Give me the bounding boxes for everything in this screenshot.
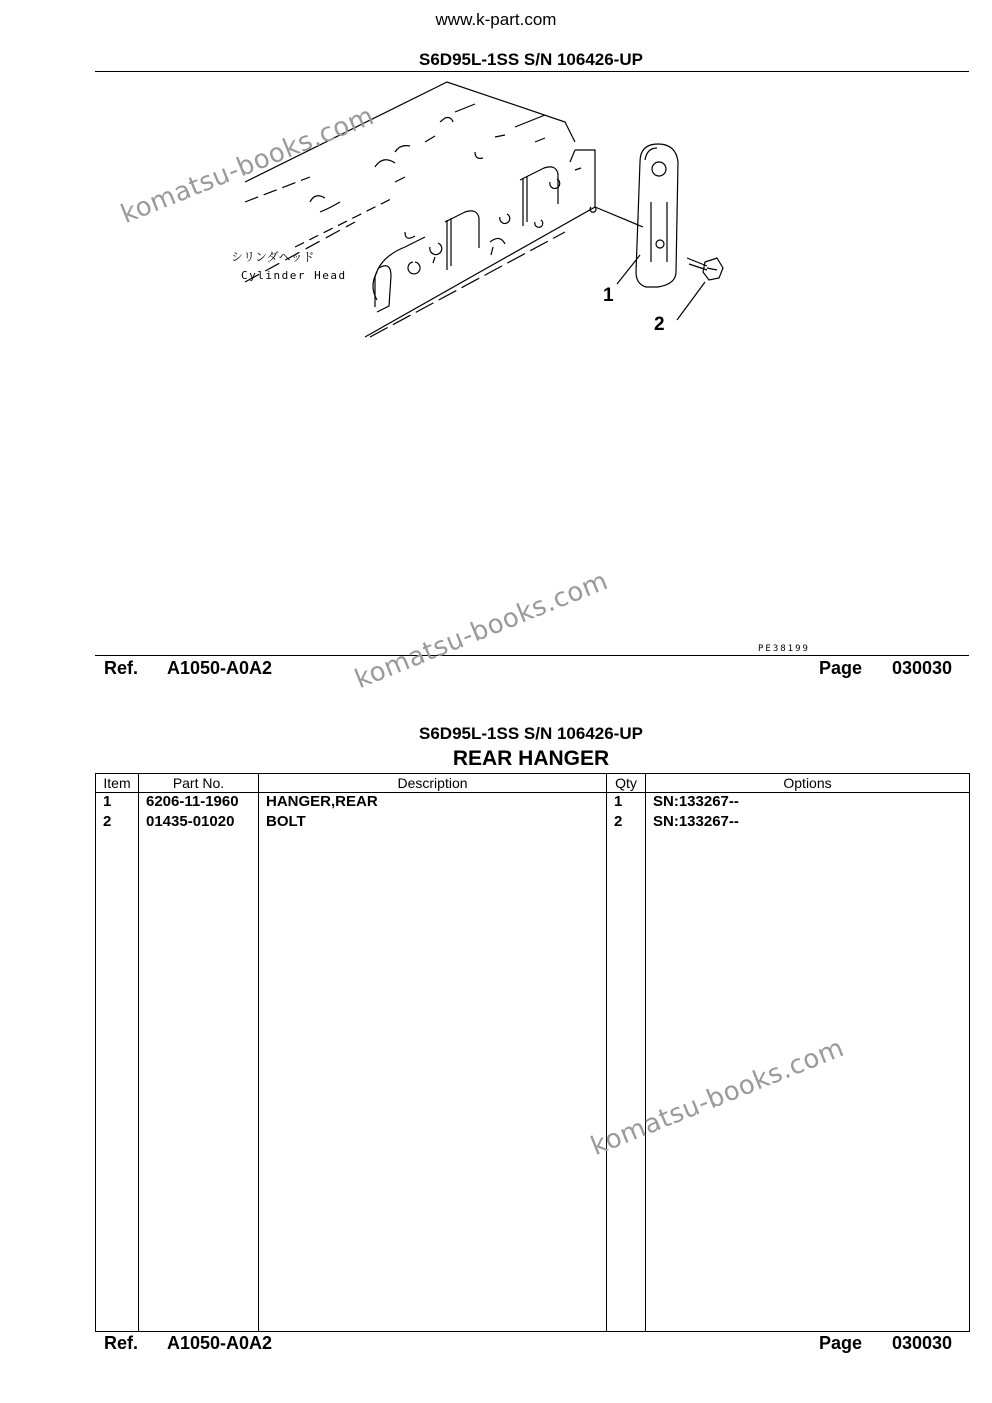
mount-leader-line (595, 207, 643, 227)
cell-options: SN:133267-- (646, 813, 970, 833)
callout-2-leader (677, 282, 705, 320)
diagram-ref-value: A1050-A0A2 (167, 658, 273, 678)
cell-part-no: 01435-01020 (139, 813, 259, 833)
column-header-qty: Qty (607, 774, 646, 793)
column-header-item: Item (96, 774, 139, 793)
table-row (96, 793, 970, 814)
watermark: komatsu-books.com (586, 1032, 849, 1162)
column-header-options: Options (646, 774, 970, 793)
diagram-model-title: S6D95L-1SS S/N 106426-UP (419, 50, 643, 69)
drawing-code: PE38199 (758, 644, 810, 654)
parts-list-model-title: S6D95L-1SS S/N 106426-UP (419, 724, 643, 743)
cell-description: BOLT (259, 813, 607, 833)
callout-2: 2 (654, 314, 665, 335)
cylinder-head-label-jp: シリンダヘッド (231, 250, 315, 264)
cell-qty: 1 (607, 793, 646, 814)
cylinder-head-drawing (245, 82, 596, 337)
cell-part-no: 6206-11-1960 (139, 793, 259, 814)
table-page-label: Page (819, 1333, 863, 1353)
cell-item: 2 (96, 813, 139, 833)
parts-list-title: REAR HANGER (452, 747, 610, 770)
column-header-part-no: Part No. (139, 774, 259, 793)
diagram-page-value: 030030 (892, 658, 953, 678)
diagram-ref-label: Ref. (104, 658, 139, 678)
table-ref-label: Ref. (104, 1333, 139, 1353)
diagram-bottom-divider (95, 655, 969, 656)
cell-options: SN:133267-- (646, 793, 970, 814)
bolt-part (687, 258, 723, 280)
cell-description: HANGER,REAR (259, 793, 607, 814)
callout-1: 1 (603, 285, 614, 306)
site-url: www.k-part.com (435, 10, 557, 29)
cylinder-head-label-en: Cylinder Head (241, 269, 347, 282)
cell-item: 1 (96, 793, 139, 814)
table-row (96, 813, 970, 833)
column-header-description: Description (259, 774, 607, 793)
table-header-row (96, 774, 970, 793)
diagram-page-label: Page (819, 658, 863, 678)
cell-qty: 2 (607, 813, 646, 833)
table-page-value: 030030 (892, 1333, 953, 1353)
watermark: komatsu-books.com (350, 565, 613, 695)
table-ref-value: A1050-A0A2 (167, 1333, 273, 1353)
rear-hanger-part (636, 144, 678, 287)
watermark: komatsu-books.com (116, 100, 379, 230)
table-filler-row (96, 833, 970, 1332)
